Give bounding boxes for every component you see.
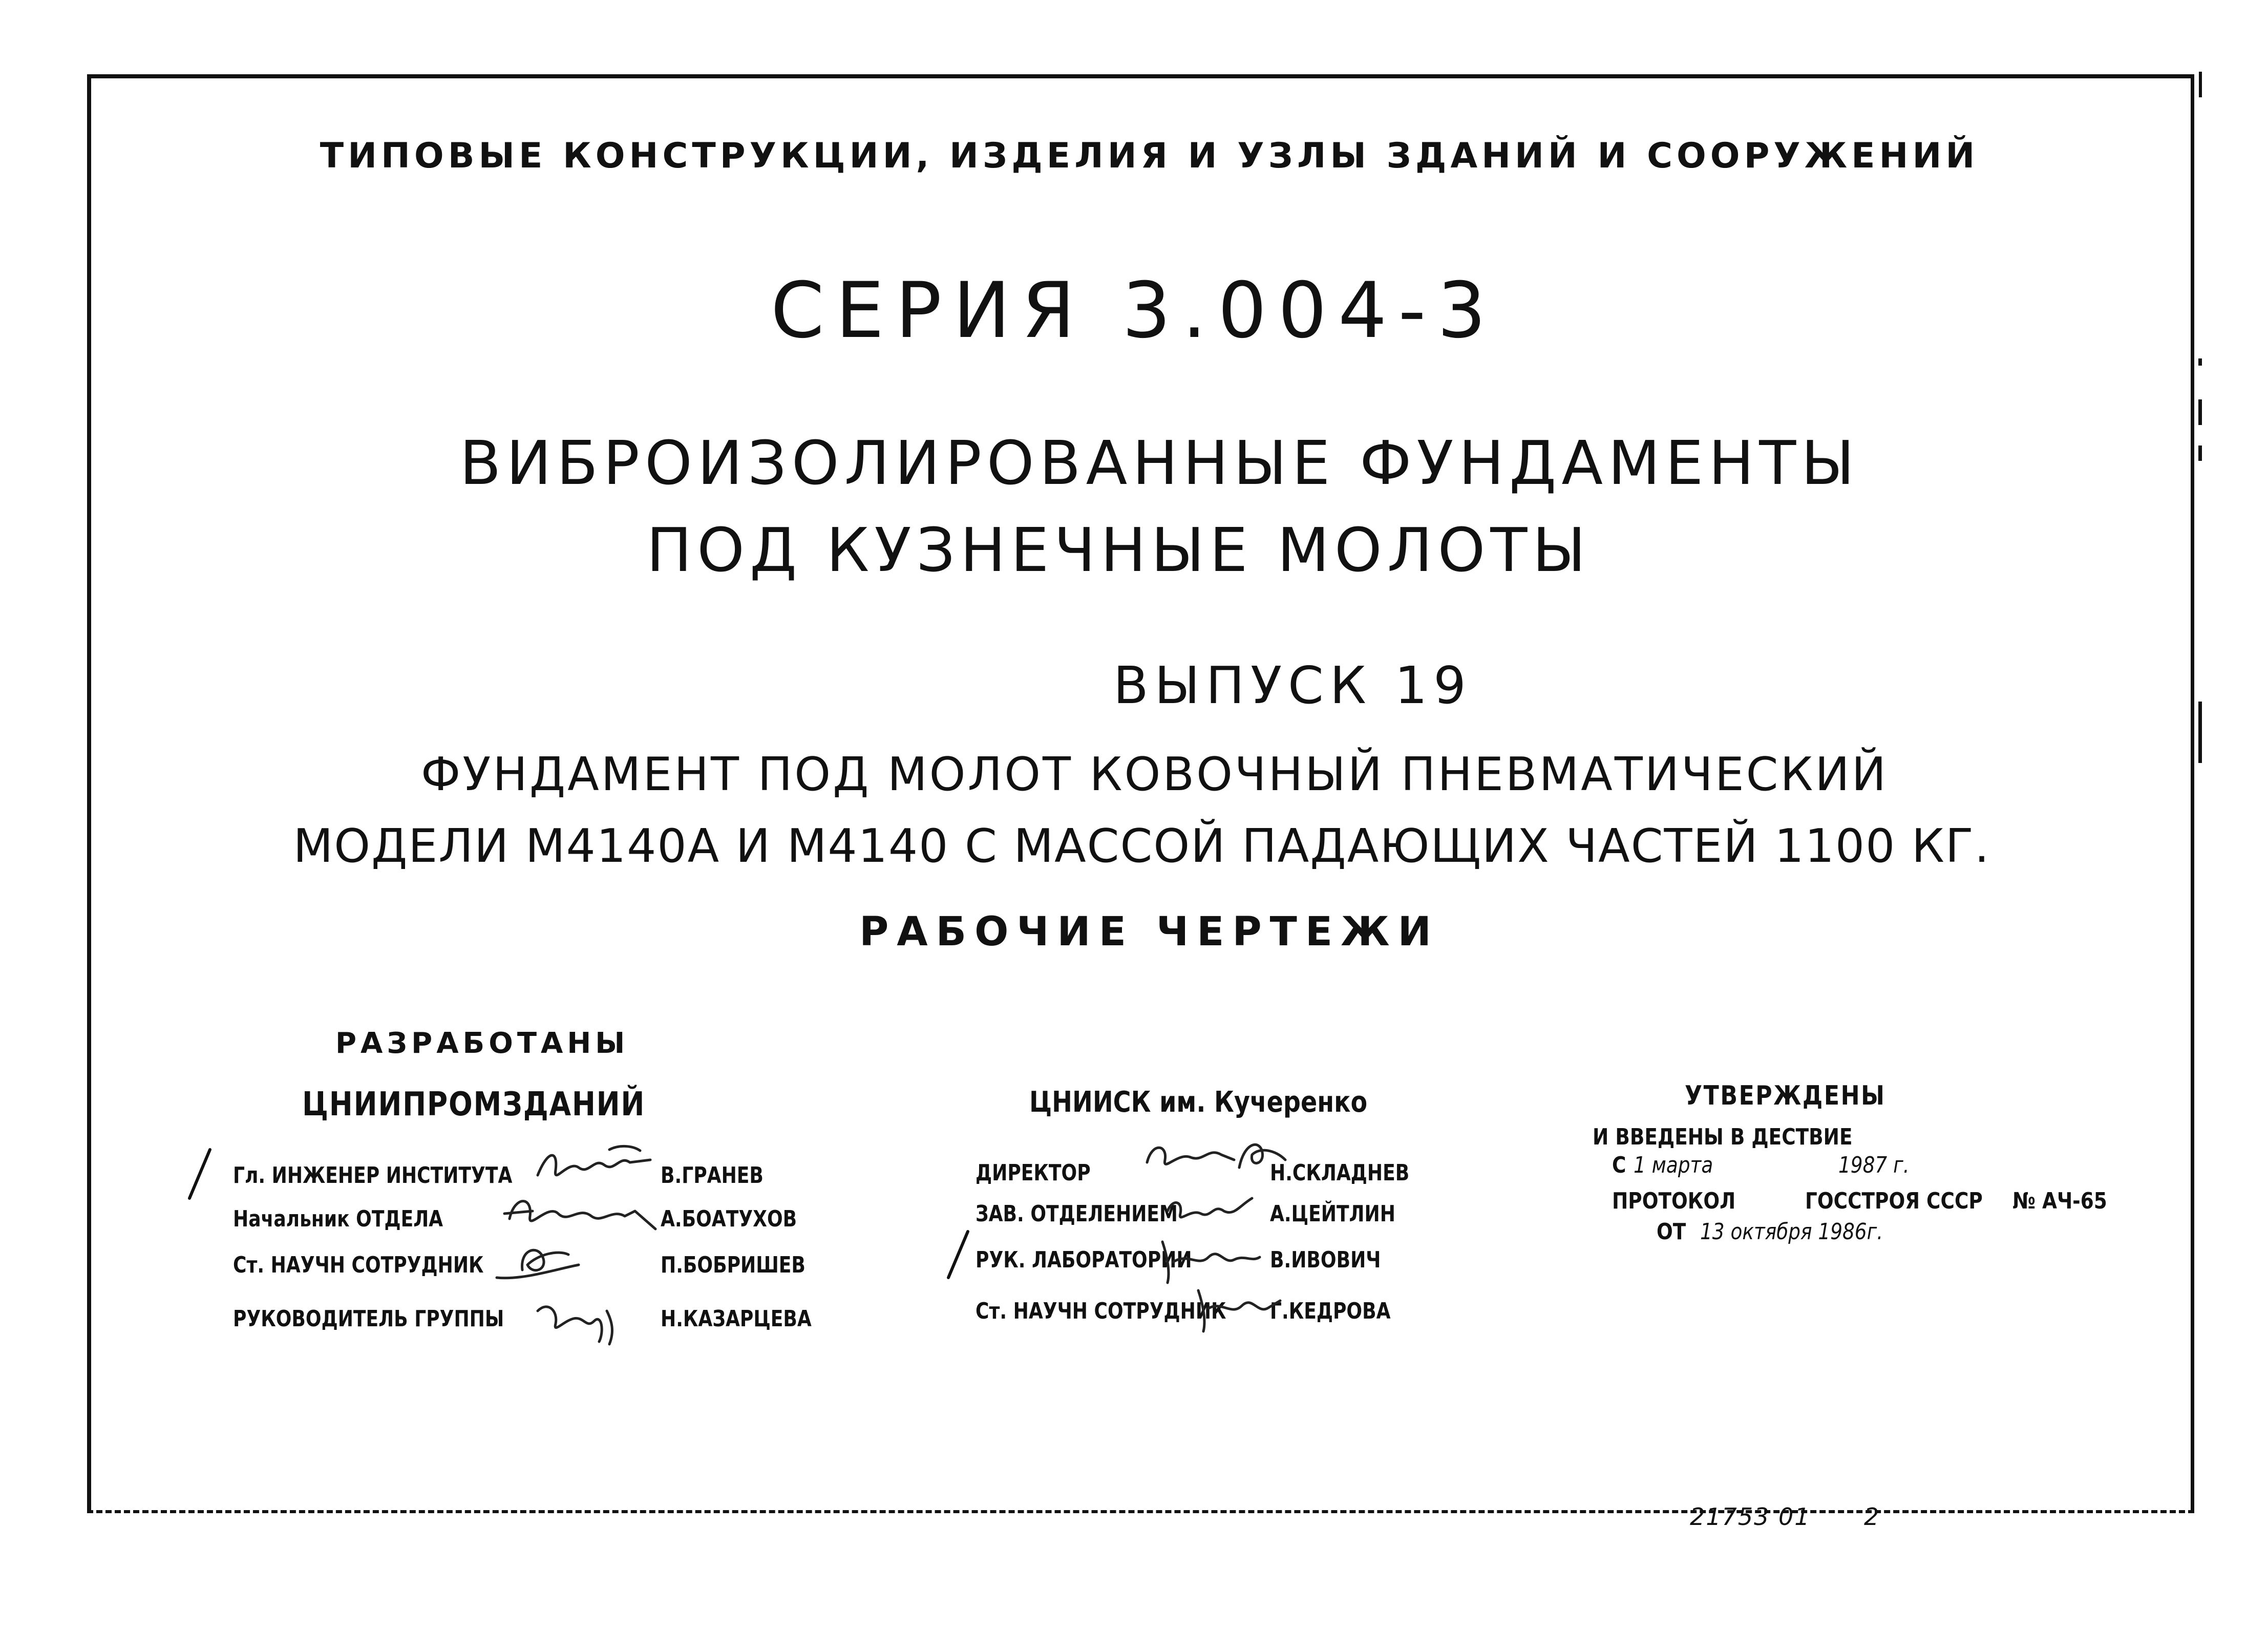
working-drawings-label: РАБОЧИЕ ЧЕРТЕЖИ <box>859 909 1439 955</box>
staff-name: Н.СКЛАДНЕВ <box>1270 1160 1410 1186</box>
approval-date: 1 марта <box>1634 1152 1713 1178</box>
protocol-number: № АЧ-65 <box>2012 1188 2107 1214</box>
staff-position: РУКОВОДИТЕЛЬ ГРУППЫ <box>233 1306 504 1332</box>
protocol-date: 13 октября 1986г. <box>1700 1219 1883 1245</box>
second-org: ЦНИИСК им. Кучеренко <box>1029 1086 1368 1119</box>
staff-position: ДИРЕКТОР <box>976 1160 1091 1186</box>
staff-position: Ст. НАУЧН СОТРУДНИК <box>233 1252 484 1278</box>
staff-name: А.ЦЕЙТЛИН <box>1270 1201 1395 1227</box>
protocol-date-prefix: ОТ <box>1657 1219 1686 1245</box>
staff-name: А.БОАТУХОВ <box>661 1206 797 1232</box>
signature <box>492 1234 594 1290</box>
main-title-line-2: ПОД КУЗНЕЧНЫЕ МОЛОТЫ <box>646 515 1591 585</box>
signature <box>502 1188 661 1239</box>
staff-position: ЗАВ. ОТДЕЛЕНИЕМ <box>976 1201 1178 1227</box>
sheet-number: 2 <box>1864 1503 1880 1531</box>
staff-name: Г.КЕДРОВА <box>1270 1298 1391 1324</box>
developer-org: ЦНИИПРОМЗДАНИЙ <box>302 1086 646 1123</box>
issue-number: ВЫПУСК 19 <box>1113 655 1472 715</box>
staff-name: Н.КАЗАРЦЕВА <box>661 1306 812 1332</box>
signature <box>527 1290 630 1347</box>
approval-title: УТВЕРЖДЕНЫ <box>1685 1080 1886 1111</box>
staff-position: Начальник ОТДЕЛА <box>233 1206 443 1232</box>
signature <box>1157 1232 1275 1288</box>
signature <box>1193 1280 1296 1337</box>
series-title: СЕРИЯ 3.004-3 <box>770 266 1498 355</box>
signature <box>533 1139 655 1191</box>
protocol-authority: ГОССТРОЯ СССР <box>1805 1188 1983 1214</box>
staff-name: В.ГРАНЕВ <box>661 1162 764 1189</box>
approval-year: 1987 г. <box>1838 1152 1910 1178</box>
description-line-1: ФУНДАМЕНТ ПОД МОЛОТ КОВОЧНЫЙ ПНЕВМАТИЧЕСКИЙ <box>420 748 1889 801</box>
approval-date-prefix: С <box>1612 1152 1626 1178</box>
staff-name: П.БОБРИШЕВ <box>661 1252 806 1278</box>
approval-line-1: И ВВЕДЕНЫ В ДЕСТВИЕ <box>1593 1124 1853 1150</box>
archive-number: 21753 01 <box>1690 1503 1811 1531</box>
developed-label: РАЗРАБОТАНЫ <box>335 1027 629 1060</box>
protocol-label: ПРОТОКОЛ <box>1612 1188 1736 1214</box>
staff-position: Гл. ИНЖЕНЕР ИНСТИТУТА <box>233 1162 513 1189</box>
staff-position: РУК. ЛАБОРАТОРИИ <box>976 1247 1192 1273</box>
header-line: ТИПОВЫЕ КОНСТРУКЦИИ, ИЗДЕЛИЯ И УЗЛЫ ЗДАНИЙ И СООРУЖЕНИЙ <box>320 136 1979 176</box>
main-title-line-1: ВИБРОИЗОЛИРОВАННЫЕ ФУНДАМЕНТЫ <box>459 428 1860 498</box>
margin-stroke-mark <box>184 1147 215 1203</box>
description-line-2: МОДЕЛИ М4140А И М4140 С МАССОЙ ПАДАЮЩИХ ЧАСТЕЙ 1100 КГ. <box>293 819 1990 873</box>
staff-name: В.ИВОВИЧ <box>1270 1247 1381 1273</box>
margin-stroke-mark <box>942 1229 973 1285</box>
signature <box>1142 1132 1290 1183</box>
signature <box>1162 1188 1265 1234</box>
staff-position: Ст. НАУЧН СОТРУДНИК <box>976 1298 1226 1324</box>
